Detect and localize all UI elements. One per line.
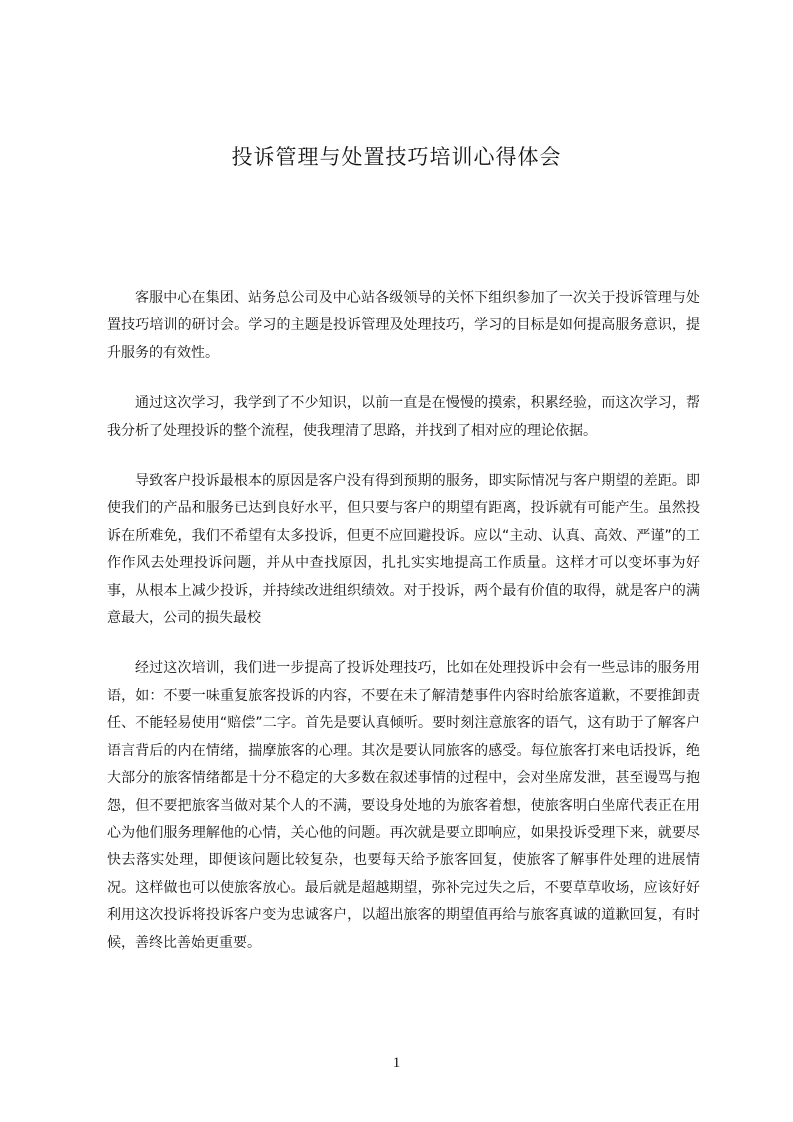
paragraph-4: 经过这次培训，我们进一步提高了投诉处理技巧，比如在处理投诉中会有一些忌讳的服务用语，如：不要一味重复旅客投诉的内容，不要在未了解清楚事件内容时给旅客道歉，不要推卸责任、不能轻易使用“赔偿”二字。首先是要认真倾听。要时刻注意旅客的语气，这有助于了解客户语言背后的内在情绪，揣摩旅客的心理。其次是要认同旅客的感受。每位旅客打来电话投诉，绝大部分的旅客情绪都是十分不稳定的大多数在叙述事情的过程中，会对坐席发泄，甚至谩骂与抱怨，但不要把旅客当做对某个人的不满，要设身处地的为旅客着想，使旅客明白坐席代表正在用心为他们服务理解他的心情，关心他的问题。再次就是要立即响应，如果投诉受理下来，就要尽快去落实处理，即便该问题比较复杂，也要每天给予旅客回复，使旅客了解事件处理的进展情况。这样做也可以使旅客放心。最后就是超越期望，弥补完过失之后，不要草草收场，应该好好利用这次投诉将投诉客户变为忠诚客户，以超出旅客的期望值再给与旅客真诚的道歉回复，有时候，善终比善始更重要。: [107, 660, 700, 951]
document-body: [107, 285, 700, 980]
document-title: 投诉管理与处置技巧培训心得体会: [231, 145, 562, 169]
paragraph-1: 客服中心在集团、站务总公司及中心站各级领导的关怀下组织参加了一次关于投诉管理与处置技巧培训的研讨会。学习的主题是投诉管理及处理技巧，学习的目标是如何提高服务意识，提升服务的有效性。: [107, 290, 700, 361]
paragraph-2: 通过这次学习，我学到了不少知识，以前一直是在慢慢的摸索，积累经验，而这次学习，帮我分析了处理投诉的整个流程，使我理清了思路，并找到了相对应的理论依据。: [107, 395, 700, 439]
paragraph-3: 导致客户投诉最根本的原因是客户没有得到预期的服务，即实际情况与客户期望的差距。即使我们的产品和服务已达到良好水平，但只要与客户的期望有距离，投诉就有可能产生。虽然投诉在所难免，我们不希望有太多投诉，但更不应回避投诉。应以“主动、认真、高效、严谨”的工作作风去处理投诉问题，并从中查找原因，扎扎实实地提高工作质量。这样才可以变坏事为好事，从根本上减少投诉，并持续改进组织绩效。对于投诉，两个最有价值的取得，就是客户的满意最大，公司的损失最校: [107, 473, 700, 627]
page-number: 1: [392, 1055, 401, 1071]
